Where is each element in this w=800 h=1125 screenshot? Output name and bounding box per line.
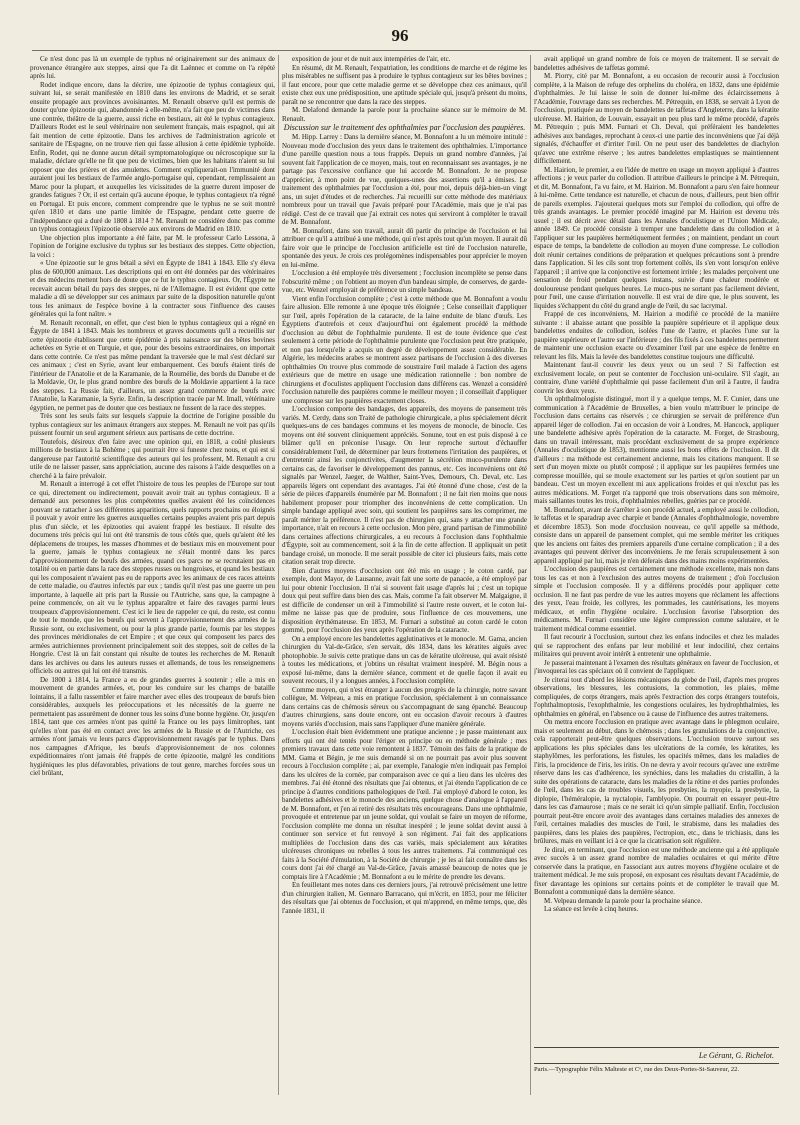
paragraph: Il faut recourir à l'occlusion, surtout chez les enfans indociles et chez les malades qui se rapprochent des enfans par leur mobilité et leur indocilité, chez certains militaires qui peuvent avoir intérêt à entretenir une ophthalmie. — [534, 633, 779, 658]
paragraph: Maintenant faut-il couvrir les deux yeux ou un seul ? Si l'affection est exclusivement locale, on peut se contenter de l'occlusion uni-oculaire. S'il s'agit, au contraire, d'une variété d'ophthalmie qui passe facilement d'un œil à l'autre, il faudra couvrir les deux yeux. — [534, 361, 779, 395]
paragraph: M. Bonnafont, avant de s'arrêter à son procédé actuel, a employé aussi le collodion, le taffetas et le sparadrap avec charpie et bande (Annales d'ophthalmologie, novembre et décembre 1853). Son mode d'occlusion nouveau, ce qu'il appelle sa méthode, consiste dans un appareil de pansement complet, qui me semble mériter les critiques que les anciens ont faites des premiers appareils d'une certaine complication ; il a des avantages qui peuvent dériver des inconvéniens. Je me ferais scrupuleusement à son appareil appliqué par lui, mais je n'en déferais dans des mains moins expérimentées. — [534, 505, 779, 565]
paragraph: M. Bonnafont, dans son travail, aurait dû partir du principe de l'occlusion et lui attribuer ce qu'il a attribué à une méthode, qui n'est après tout qu'un moyen. Il aurait dû faire voir que le principe de l'occlusion artificielle est tiré de l'occlusion naturelle, spontanée des yeux. Je crois ces prolégomènes indispensables pour apprécier le moyen en lui-même. — [282, 226, 527, 269]
paragraph: Je citerai tout d'abord les lésions mécaniques du globe de l'œil, d'après mes propres observations, les blessures, les contusions, la commotion, les plaies, même compliquées, de corps étrangers, mais après l'extraction des corps étrangers toutefois, l'ophthalmoptosis, l'exophthalmie, les congestions oculaires, les hydrophthalmies, les ophthalmies en général, en l'absence ou à cause de l'influence des autres traitemens. — [534, 675, 779, 718]
paragraph: L'occlusion des paupières est certainement une méthode excellente, mais non dans tous les cas et non à l'exclusion des autres moyens de traitement ; d'où l'occlusion simple et l'occlusion composée. Il y a différens procédés pour appliquer cette occlusion. Il ne faut pas perdre de vue les autres moyens que réclament les affections des yeux, l'eau froide, les collyres, les pommades, les cautérisations, les moyens médicaux, et enfin l'hygiène oculaire. L'occlusion favorise l'absorption des médicamens. M. Furnari considère une légère compression comme salutaire, et le traitement médical comme essentiel. — [534, 565, 779, 633]
paragraph: Je dirai, en terminant, que l'occlusion est une méthode ancienne qui a été appliquée avec succès à un assez grand nombre de maladies oculaires et qui mérite d'être conservée dans la pratique, en l'associant aux autres moyens d'hygiène oculaire et de traitement médical. Je me suis proposé, en exposant ces résultats devant l'Académie, de fixer davantage les opinions sur certains points et de compléter le travail que M. Bonnafont a communiqué dans la dernière séance. — [534, 845, 779, 896]
column-divider-left — [278, 55, 279, 1095]
paragraph: M. Hairion, le premier, a eu l'idée de mettre en usage un moyen appliqué à d'autres affections ; je veux parler du collodion. Il attribue d'ailleurs le principe à M. Pétrequin, et dit, M. Bonnafont, l'a vu faire, et M. Hairion. M. Bonnafont a paru s'en faire honneur à lui-même. Cette tendance est naturelle, et chacun de nous, d'ailleurs, peut bien offrir de pareils exemples. J'ajouterai quelques mots sur l'emploi du collodion, qui offre de très grands avantages. Le premier procédé imaginé par M. Hairion est devenu très usuel ; il est décrit avec détail dans les Annales d'oculistique et l'Union Médicale, année 1849. Ce procédé consiste à tremper une bandelette dans du collodion et à l'appliquer sur les paupières hermétiquement fermées ; on maintient, pendant un court espace de temps, la bandelette de collodion au moyen d'une compresse. Le collodion doit réunir certaines conditions de préparation et quelques précautions sont à prendre dans l'application. Si les cils sont trop fortement collés, ils s'en vont lorsqu'on enlève l'appareil ; il arrive que la conjonctive est fortement irritée ; les malades perçoivent une sensation de froid pendant quelques instans, suivie d'une chaleur modérée et douloureuse pendant quelques heures. Le muco-pus ne sortant pas facilement dévient, pour l'œil, une cause d'irritation nouvelle. Il est vrai de dire que, le plus souvent, les liquides s'échappent du côté du grand angle de l'œil, du sac lacrymal. — [534, 165, 779, 310]
paragraph: avait appliqué un grand nombre de fois ce moyen de traitement. Il se servait de bandelettes adhésives de taffetas gommé. — [534, 55, 779, 72]
paragraph: M. Renault reconnaît, en effet, que c'est bien le typhus contagieux qui a régné en Égypte de 1841 à 1843. Mais les nombreux et graves documents qu'il a recueillis sur cette épizootie établissent que cette épidémie à pris naissance sur des bêtes bovines achetées en Syrie et en Turquie, et que, pour des besoins extraordinaires, on importait dans cette contrée. Ce n'est pas même pendant la traversée que le mal s'est déclaré sur ces animaux ; c'est en Syrie, avant leur embarquement. Ces bœufs étaient tirés de l'intérieur de l'Anatolie et de la Karamanie, de la Roumélie, des bords du Danube et de la Moldavie, Or, le plus grand nombre des bœufs de la Moldavie appartient à la race des steppes. La Russie fait, d'ailleurs, un assez grand commerce de bœufs avec l'Anatolie, la Karamanie, la Syrie. Enfin, la description tracée par M. Imall, vétérinaire égyptien, ne permet pas de douter que ces bestiaux ne fussent de la race des steppes. — [30, 318, 275, 412]
section-heading: Discussion sur le traitement des ophthalmies par l'occlusion des paupières. — [283, 123, 526, 132]
paragraph: M. Delafond demande la parole pour la prochaine séance sur le mémoire de M. Renault. — [282, 106, 527, 123]
imprint-rule — [534, 1063, 779, 1064]
paragraph: L'occlusion a été employée très diversement ; l'occlusion incomplète se pense dans l'obscurité même ; on l'obtient au moyen d'un bandeau simple, de conserves, de garde-vue, etc. Wenzel employait de préférence un simple bandeau. — [282, 269, 527, 294]
paragraph: On mettra encore l'occlusion en pratique avec avantage dans le phlegmon oculaire, mais et seulement au début, dans le chémosis ; dans les granulations de la conjonctive, cela rapporterait peut-être quelques observations. L'occlusion trouve surtout ses applications les plus spéciales dans les ulcérations de la cornée, les kératites, les staphylômes, les perforations, les fistules, les opacités mêmes, dans les maladies de l'iris, la procidence de l'iris, les iritis. On ne devra y avoir recours qu'avec une extrême réserve dans les cas d'adhérence, les synéchies, dans les maladies du cristallin, à la suite des opérations de cataracte, dans les maladies de la rétine et des parties profondes de l'œil, dans les cas de troubles visuels, les presbyties, la myopie, la presbytie, la diplopie, l'héméralopie, la nyctalopie, l'amblyopie. On pourrait en essayer peut-être dans les cas d'amaurose ; mais ce ne serait ici qu'un simple palliatif. Enfin, l'occlusion pourrait peut-être encore avoir des avantages dans certaines maladies des annexes de l'œil, certaines maladies des muscles de l'œil, le strabisme, dans les maladies des paupières, dans les plaies des paupières, l'ectropion, etc., dans le trichiasis, dans les brûlures, mais en veillant ici à ce que la cicatrisation soit régulière. — [534, 718, 779, 845]
paragraph: Je passerai maintenant à l'examen des résultats généraux en faveur de l'occlusion, et j'invoquerai les cas spéciaux où il convient de l'appliquer. — [534, 658, 779, 675]
paragraph: Un ophthalmologiste distingué, mort il y a quelque temps, M. F. Cunier, dans une communication à l'Académie de Bruxelles, a bien voulu m'attribuer le principe de l'occlusion dans certains cas réservés ; ce chirurgien se servait de préférence d'un appareil léger de collodion. J'ai en occasion de voir à Londres, M. Hancock, appliquer une bandelette adhésive après l'opération de la cataracte. M. Forget, de Strasbourg, dans un travail intéressant, mais procédant exclusivement de sa propre expérience (Annales d'oculistique de 1853), mentionne aussi les bons effets de l'occlusion. Il dit d'ailleurs : ma méthode est certainement ancienne, mais les citations manquent. Il se sert d'un moyen mixte ou plutôt composé ; il applique sur les paupières fermées une compresse mouillée, qui se moule exactement sur les parties et qu'on soutient par un bandeau. C'est un moyen excellent mi aux applications froides et qui n'exclut pas les autres médications. M. Forget n'a rapporté que trois observations dans son mémoire, mais saillantes toutes les trois, d'ophthalmies rebelles, guéries par ce procédé. — [534, 395, 779, 505]
paragraph: En feuilletant mes notes dans ces derniers jours, j'ai retrouvé précisément une lettre d'un chirurgien italien, M. Gennaro Barracano, qui m'écrit, en 1853, pour me féliciter des résultats que j'ai obtenus de l'occlusion, et qui m'apprend, en même temps, que, dès l'année 1831, il — [282, 881, 527, 915]
paragraph: On a employé encore les bandelettes agglutinatives et le monocle. M. Gama, ancien chirurgien du Val-de-Grâce, s'en servait, dès 1834, dans les kératites aiguës avec photophobie. Je suivis cette pratique dans un cas de kératite ulcéreuse, qui avait résisté à toutes les médications, et j'obtins un résultat vraiment inespéré. M. Bégin nous a exposé lui-même, dans la dernière séance, comment et de quelle façon il avait eu souvent recours, il y a longues années, à l'occlusion complète. — [282, 634, 527, 685]
paragraph: Une objection plus importante a été faite, par M. le professeur Carlo Lessona, à l'opinion de l'origine exclusive du typhus sur les bestiaux des steppes. Cette objection, la voici : — [30, 233, 275, 259]
paragraph: Vient enfin l'occlusion complète ; c'est à cette méthode que M. Bonnafont a voulu faire allusion. Elle remonte à une époque très éloignée ; Celse conseillait d'appliquer sur l'œil, après l'opération de la cataracte, de la laine enduite de blanc d'œufs. Les Égyptiens d'autrefois et ceux d'aujourd'hui ont également procédé la méthode d'occlusion au début de l'ophthalmie purulente. Il est de toute évidence que c'est seulement à cette période de l'ophthalmie purulente que l'occlusion peut être pratiquée, et non pas lorsqu'elle a acquis un degré de développement assez considérable. En Algérie, les médecins arabes se montrent assez partisans de l'occlusion à des diverses ophthalmies On trouve plus commode de soustraire l'œil malade à l'action des agens extérieurs que de mettre en usage une médication rationnelle : bon nombre de chirurgiens et d'oculistes appliquent l'occlusion dans différens cas. Wenzel a considéré l'occlusion naturelle des paupières comme le meilleur moyen ; il conseillait d'appliquer une compresse sur les paupières exactement closes. — [282, 294, 527, 405]
paragraph: M. Hipp. Larrey : Dans la dernière séance, M. Bonnafont a lu un mémoire intitulé : Nouveau mode d'occlusion des yeux dans le traitement des ophthalmies. L'importance d'une pareille question nous a tous frappés. Depuis un grand nombre d'années, j'ai souvent fait l'application de ce moyen, mais, tout en reconnaissant ses avantages, je ne partage pas l'excessive confiance que lui accorde M. Bonnafont. Je ne propose d'apprécier, à mon point de vue, quelques-unes des assertions qu'il a émises. Le traitement des ophthalmies par l'occlusion a été, pour moi, depuis déjà-bien-un vingt ans, un sujet d'études et de recherches. J'ai recueilli sur cette méthode des matériaux nombreux pour un travail que j'avais préparé pour l'Académie, mais que je n'ai pas rédigé. C'est de ce travail que j'ai extrait ces notes qui serviront à compléter le travail de M. Bonnafont. — [282, 133, 527, 226]
paragraph: M. Renault a interrogé à cet effet l'histoire de tous les peuples de l'Europe sur tout ce qui, directement ou indirectement, pouvait avoir trait au typhus contagieux. Il a demandé aux personnes les plus compétentes quelles avaient été les coïncidences pouvant se rattacher à ses différentes apparitions, quels rapports prochains ou éloignés il pouvait y avoir entre les guerres auxquelles certains peuples avaient pris part depuis plus d'un siècle, et les épizooties qui avaient frappé les bestiaux. Il résulte des documens très précis qui lui ont été transmis de tous côtés que, quels qu'aient été les déplacemens de troupes, les masses d'hommes et de bestiaux mis en mouvement pour la guerre, jamais le typhus contagieux ne s'était montré dans les parcs d'approvisionnement de bœufs des armées, quand ces parcs ne se recrutaient pas en totalité ou en partie dans la race des steppes russes ou hongroises, et quand les bestiaux qui les composaient n'avaient pas eu de rapports avec les animaux de ces races atteints de cette maladie, ou d'autres infectés par eux ; tandis qu'il n'est pas une guerre un peu importante, à laquelle ait pris part la Russie ou l'Autriche, sans que, la campagne à peine commencée, on ait vu le typhus apparaître et faire des ravages parmi leurs troupeaux d'approvisionnement. C'est ici le lieu de rappeler ce qui, du reste, est connu de tout le monde, que les bœufs qui servent à l'approvisionnement des armées de la Russie sont, ou exclusivement, ou pour la plus grande partie, fournis par les steppes des provinces méridionales de cet Empire ; et que ceux qui composent les parcs des armées autrichiennes proviennent principalement soit des steppes, soit de celles de la Hongrie. C'est là un fait constant qui résulte de toutes les recherches de M. Renault dans les archives ou dans les auteurs russes et allemands, de tous les renseignemens officiels ou autres qui lui ont été transmis. — [30, 480, 275, 675]
signature-rule — [534, 1047, 779, 1048]
printer-imprint: Paris.—Typographie Félix Malteste et Cᵉ, rue des Deux-Portes-St-Sauveur, 22. — [534, 1066, 739, 1073]
right-column — [534, 55, 779, 1055]
left-column — [30, 55, 275, 1095]
paragraph: Très sont les seuls faits sur lesquels s'appuie la doctrine de l'origine possible du typhus contagieux sur les animaux étrangers aux steppes. M. Renault ne voit pas qu'ils puissent fournir un seul argument sérieux aux partisans de cette doctrine. — [30, 412, 275, 437]
paragraph: L'occlusion comporte des bandages, des appareils, des moyens de pansement très variés. M. Cerdy, dans son Traité de pathologie chirurgicale, a plus spécialement décrit quelques-uns de ces bandages communs et les moyens de monocle, de binocle. Ces moyens ont été souvent cliniquement appréciés. Sonune, tout en est puis disposé à ce blâmer qu'il en préconise l'usage. On leur reproche surtout d'échauffer considérablement l'œil, de déterminer par leurs frottemens l'irritation des paupières, et d'entretenir ainsi les conjonctivites, d'augmenter la sécrétion muco-purulente dans certains cas, de favoriser le développement des pannus, etc. Ces inconvéniens ont été signalés par Wenzel, Jaeger, de Walther, Saint-Yves, Demours, Ch. Deval, etc. Les appareils légers ont cependant des avantages. J'ai été étonné d'une chose, c'est de la série de pièces d'appareils énumérée par M. Bonnafont ; il ne fait rien moins que nous habilement proposer pour triompher des inconvéniens de cette complication. Un simple bandage appliqué avec soin, qui soutient les paupières sans les comprimer, me paraît mériter la préférence. Il n'est pas de chirurgien qui, sans y attacher une grande importance, n'ait en recours à cette occlusion. Mon père, grand partisan de l'immobilité dans certaines affections chirurgicales, a eu recours à l'occlusion dans l'ophthalmie d'Égypte, soit au commencement, soit à la fin de cette affection. Il appliquait un petit bandage croisé, un monocle. Il me serait possible de citer ici plusieurs faits, mais cette citation serait trop directe. — [282, 405, 527, 566]
paragraph: Frappé de ces inconvéniens, M. Hairion a modifié ce procédé de la manière suivante : il abaisse autant que possible la paupière supérieure et il applique deux bandelettes enduites de collodion, isolées l'une de l'autre, et placées l'une sur la paupière supérieure et l'autre sur l'inférieure ; des fils fixés à ces bandelettes permettent de maintenir une occlusion exacte ou d'examiner l'œil par une espèce de fenêtre en relevant les fils. Mais la levée des bandelettes constitue toujours une difficulté. — [534, 310, 779, 361]
paragraph: L'occlusion était bien évidemment une pratique ancienne ; je passe maintenant aux efforts qui ont été tentés pour l'ériger en principe ou en méthode générale ; mes premiers travaux dans cette voie remontent à 1837. Témoin des faits de la pratique de MM. Gama et Bégin, je me suis demandé si on ne pourrait pas avoir plus souvent recours à l'occlusion complète ; ai, par exemple, l'analogie m'en indiquait pas l'emploi dans les ulcères de la cornée, par comparaison avec ce qui a lieu dans les ulcères des membres. J'ai été étonné des résultats que j'ai obtenus, et j'ai étendu l'application de ce principe à d'autres conditions pathologiques de l'œil. J'ai employé d'abord le coton, les bandelettes adhésives et le monocle des anciens, quelque chose d'analogue à l'appareil de M. Bonnafont, et j'en ai retiré des résultats très encourageans. Dans une ophthalmie, provoquée et entretenue par un jeune soldat, qui voulait se faire un moyen de réforme, l'occlusion complète me donna un résultat inespéré ; le jeune soldat devint aussi à continuer son service et fut renvoyé à son régiment. J'ai fait des applications multipliées de l'occlusion dans des cas variés, mais spécialement aux kératites ulcéreuses chroniques ou rebelles à tous les autres traitemens. J'ai communiqué ces faits à la Société d'émulation, à la Société de chirurgie ; je les ai fait connaître dans les cours dont j'ai été chargé au Val-de-Grâce, j'avais amassé beaucoup de notes que je comptais lire à l'Académie ; M. Bonnafont a eu le mérite de prendre les devans. — [282, 728, 527, 881]
paragraph: exposition de jour et de nuit aux intempéries de l'air, etc. — [292, 55, 451, 63]
paragraph: Rodet indique encore, dans la décrire, une épizootie de typhus contagieux qui, suivant lui, se serait manifestée en 1810 dans les environs de Madrid, et se serait ensuite propagée aux provinces avoisinantes. M. Renault observe qu'il est permis de douter qu'une épizootie qui, abandonnée à elle-même, n'a fait que peu de victimes dans une contrée, théâtre de la guerre, aussi riche en bestiaux, ait été le typhus contagieux. D'ailleurs Rodet est le seul vétérinaire non seulement français, mais espagnol, qui ait fait mention de cette épizootie. Dans les archives de l'administration agricole et sanitaire de l'Espagne, on ne trouve rien qui fasse allusion à cette épidémie typhoïde. Enfin, Rodet, qui ne donne aucun détail symptomatologique ou nécroscopique sur la maladie, déclare qu'elle ne fit que peu de victimes, bien que les habitans n'aient su lui opposer que des prières et des amulettes. Comment expliquerait-on l'immunité dont auraient joui les bestiaux de l'armée anglo-portugaise qui, cependant, remplissaient au Maroc pour la plupart, et auxquelles les vicissitudes de la guerre durent imposer de grandes fatigues ? Or, il est certain qu'à aucune époque, le typhus contagieux n'a régné en Portugal. Et puis encore, comment comprendre que le typhus ne se soit montré qu'en 1810 et dans une partie limitée de l'Espagne, pendant cette guerre de l'indépendance qui a duré de 1808 à 1814 ? M. Renault ne considère donc pas comme un typhus contagieux l'épizootie observée aux environs de Madrid en 1810. — [30, 80, 275, 233]
paragraph: « Une épizootie sur le gros bétail a sévi en Égypte de 1841 à 1843. Elle s'y éleva plus de 600,000 animaux. Les descriptions qui en ont été données par des vétérinaires et des médecins mettent hors de doute que ce fut le typhus contagieux. Or, l'Égypte ne recevait aucun bétail du pays des steppes, ni de l'Allemagne. Il est évident que cette maladie a dû se développer sur ces animaux par suite de la disposition naturelle qu'ont tous les animaux de l'espèce bovine à la contracter sous l'influence des causes générales qui la font naître. » — [30, 259, 275, 318]
paragraph: Bien d'autres moyens d'occlusion ont été mis en usage ; le coton cardé, par exemple, dont Mayor, de Lausanne, avait fait une sorte de panacée, a été employé par lui pour obtenir l'occlusion. Il n'ai si souvent fait usage d'après lui ; c'est un topique doux qui peut suffire dans bien des cas. Mais, comme l'a fait observer M. Malgaigne, il est difficile de condenser un œil à l'immobilité si l'autre reste ouvert, et le coton lui-même ne laisse pas que de produire, sous l'influence de ces mouvemens, une disposition érythémateuse. En 1853, M. Furnari a substitué au coton cardé le coton gommé, pour l'occlusion des yeux après l'opération de la cataracte. — [282, 566, 527, 634]
managing-editor-signature: Le Gérant, G. Richelot. — [698, 1051, 774, 1060]
page-number: 96 — [391, 26, 409, 45]
paragraph: La séance est levée à cinq heures. — [544, 905, 639, 913]
paragraph: En résumé, dit M. Renault, l'expatriation, les conditions de marche et de régime les plus misérables ne suffisent pas à produire le typhus contagieux sur les bêtes bovines ; il faut encore, pour que cette maladie germe et se développe chez ces animaux, qu'il existe chez eux une prédisposition, une aptitude spéciale qui, jusqu'à présent du moins, paraît ne se rencontrer que dans la race des steppes. — [282, 63, 527, 106]
paragraph: Toutefois, désireux d'en faire avec une opinion qui, en 1818, a coûté plusieurs millions de bestiaux à la Bohème ; qui pourrait être si funeste chez nous, et qui est si dangereuse par l'autorité scientifique des auteurs qui les professent, M. Renault a cru utile de ne laisser passer, sans appréciation, aucune des raisons à l'aide desquelles on a cherché à la faire prévaloir. — [30, 437, 275, 480]
column-divider-right — [530, 55, 531, 1095]
paragraph: Comme moyen, qui n'est étranger à aucun des progrès de la chirurgie, notre savant collègue, M. Velpeau, a mis en pratique l'occlusion, spécialement à un connaissance dans certains cas de chémosis séreux ou s'accompagnant de sang épanché. Beaucoup d'autres chirurgiens, sans doute encore, ont eu occasion d'avoir recours à d'autres moyens variés d'occlusion, mais sans l'appliquer d'une manière générale. — [282, 685, 527, 728]
paragraph: M. Piorry, cité par M. Bonnafont, a eu occasion de recourir aussi à l'occlusion complète, à la Maison de refuge des orphelins du choléra, en 1832, dans une épidémie d'ophthalmies. Je lui laisse le soin de donner lui-même des éclaircissemens à l'Académie, l'ouvrage dans ses recherches. M. Pétrequin, en 1838, se servait à Lyon de l'occlusion, pratiquée au moyen de bandelettes de taffetas d'Angleterre, dans la kératite ulcéreuse. M. Hairion, de Louvain, essayait un peu plus tard le même procédé, d'après M. Pétrequin ; puis MM. Furnari et Ch. Deval, qui préféraient les bandelettes adhésives aux bandages, reprochant à ceux-ci une partie des inconvéniens que j'ai déjà signalés, d'échauffer et d'irriter l'œil. On ne peut user des bandelettes de diachylon qu'avec une extrême réserve ; les autres bandelettes emplastiques se maintiennent difficilement. — [534, 72, 779, 165]
paragraph: M. Velpeau demande la parole pour la prochaine séance. — [544, 896, 703, 905]
middle-column — [282, 55, 527, 1095]
paragraph: Ce n'est donc pas là un exemple de typhus né originairement sur des animaux de provenance étrangère aux steppes, ainsi que l'a dit Laënnec et comme on l'a répété après lui. — [30, 55, 275, 80]
paragraph: De 1800 à 1814, la France a eu de grandes guerres à soutenir ; elle a mis en mouvement de grandes armées, et, pour les conduire sur les champs de bataille lointains, il a fallu rassembler et faire marcher avec elles des troupeaux de bœufs bien considérables, auxquels les préoccupations et les nécessités de la guerre ne permettaient pas assurément de donner tous les soins d'une bonne hygiène. Or, jusqu'en 1814, tant que ces armées n'ont pas quitté la France ou les pays limitrophes, tant qu'elles n'ont pas été en contact avec les armées de la Russie et de l'Autriche, ces armées n'ont jamais vu leurs parcs d'approvisionnement ravagés par le typhus. Dans nos campagnes d'Afrique, les bœufs d'approvisionnement de nos colonnes expéditionnaires n'ont jamais été frappés de cette épizootie, malgré les conditions hygiéniques les plus défavorables, privations de tout genre, marches forcées sous un ciel brûlant, — [30, 675, 275, 777]
header-rule — [32, 50, 768, 51]
